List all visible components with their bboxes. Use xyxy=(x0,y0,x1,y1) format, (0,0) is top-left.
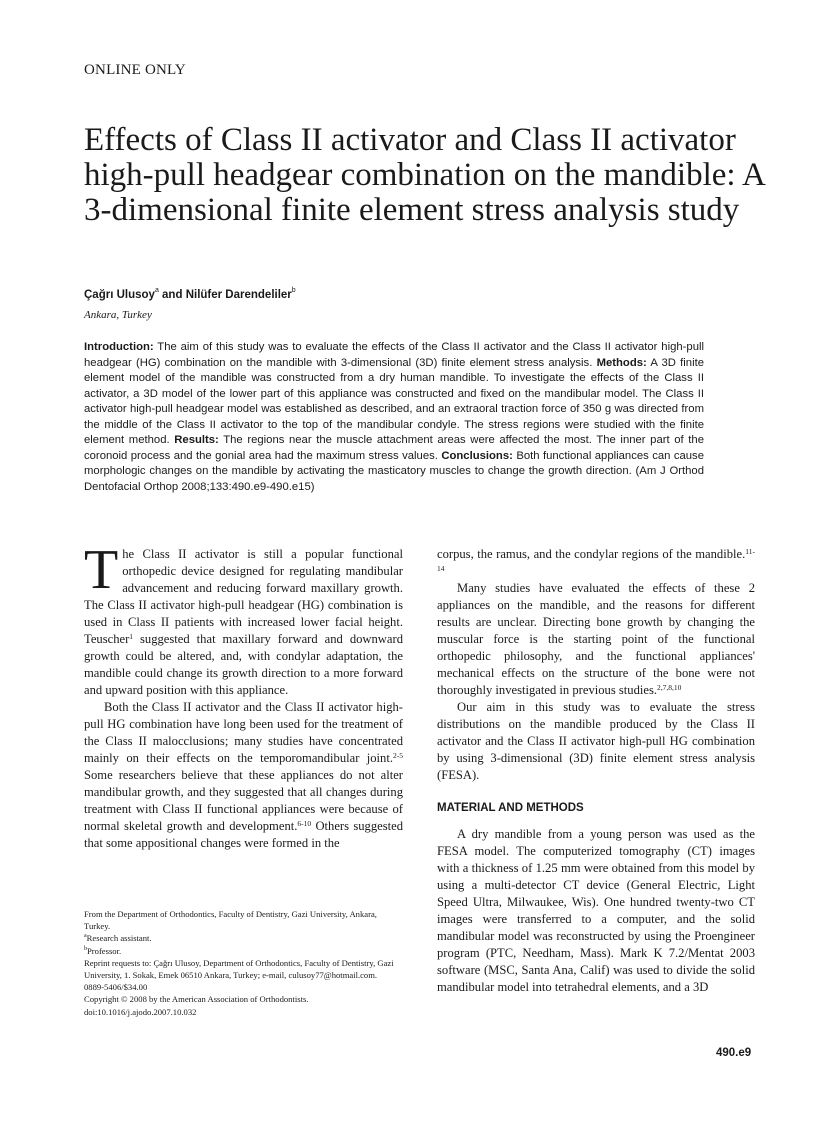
body-paragraph xyxy=(84,699,403,852)
author-1-affil-mark: a xyxy=(154,287,159,294)
paragraph-text: suggested that maxillary forward and downward growth could be altered, and, with condylar adaptation, the mandible could change its growth direction to a more forward and upward position with this appliance. xyxy=(84,632,403,697)
abstract-conclusions-text: Both functional appliances can cause morphologic changes on the mandible by activating the masticatory muscles to change the growth direction. (Am J Orthod Dentofacial Orthop 2008;133:490.e9-490.e15) xyxy=(84,449,704,493)
reference-mark: 2,7,8,10 xyxy=(657,683,682,692)
footnote-copyright: Copyright © 2008 by the American Association of Orthodontists. xyxy=(84,994,309,1005)
abstract xyxy=(84,340,704,495)
body-paragraph: Our aim in this study was to evaluate the stress distributions on the mandible produced by the Class II activator and the Class II activator high-pull HG combination by using 3-dimensional (3D) finite element stress analysis (FESA). xyxy=(437,700,755,782)
footnote-mark: b xyxy=(84,945,87,952)
author-1-name: Çağrı Ulusoy xyxy=(84,289,155,301)
footnote-b xyxy=(84,945,404,957)
section-label: ONLINE ONLY xyxy=(84,62,186,78)
abstract-results-label: Results: xyxy=(174,434,219,446)
footnote-doi: doi:10.1016/j.ajodo.2007.10.032 xyxy=(84,1006,197,1017)
body-paragraph xyxy=(437,580,755,699)
reference-mark: 11-14 xyxy=(437,547,755,573)
author-2-name: Nilüfer Darendeliler xyxy=(185,289,292,301)
abstract-conclusions-label: Conclusions: xyxy=(441,449,513,462)
article-title: Effects of Class II activator and Class II activator high-pull headgear combination on the mandible: A 3-dimensional finite element stress analysis study xyxy=(84,122,765,228)
footnote-price: 0889-5406/$34.00 xyxy=(84,982,148,993)
affiliation: Ankara, Turkey xyxy=(84,309,152,321)
abstract-intro-text: The aim of this study was to evaluate the effects of the Class II activator and the Class II activator high-pull headgear (HG) combination on the mandible with 3-dimensional (3D) finite element stress analysis. xyxy=(84,341,704,369)
author-line xyxy=(84,289,296,301)
paragraph-text: Others suggested that some appositional changes were formed in the xyxy=(84,819,403,850)
reference-mark: 2-5 xyxy=(393,751,403,760)
paragraph-text: Many studies have evaluated the effects of these 2 appliances on the mandible, and the reasons for different results are unclear. Directing bone growth by changing the muscular force is the starting point of the functional orthopedic philosophy, and the functional appliances' mechanical effects on the structure of the bone were not thoroughly investigated in previous studies. xyxy=(437,581,755,697)
page-number: 490.e9 xyxy=(716,1047,752,1059)
body-paragraph xyxy=(84,539,403,699)
footnote-department: From the Department of Orthodontics, Faculty of Dentistry, Gazi University, Ankara, Turkey. xyxy=(84,909,377,932)
footnote-text: Research assistant. xyxy=(86,933,152,944)
author-2-affil-mark: b xyxy=(291,287,296,294)
paragraph-text: Some researchers believe that these appliances do not alter mandibular growth, and they suggested that all changes during treatment with Class II functional appliances were because of normal skeletal growth and development. xyxy=(84,768,403,833)
body-column-left xyxy=(84,539,403,852)
reference-mark: 1 xyxy=(129,632,134,641)
footnotes xyxy=(84,908,404,1018)
abstract-intro-label: Introduction: xyxy=(84,341,154,353)
footnote-a xyxy=(84,932,404,944)
paragraph-text: he Class II activator is still a popular functional orthopedic device designed for regulating mandibular advancement and reducing forward maxillary growth. The Class II activator high-pull headgear (HG) combination is used in Class II patients with increased lower facial height. Teuscher xyxy=(84,547,403,646)
reference-mark: 6-10 xyxy=(297,819,312,828)
footnote-mark: a xyxy=(84,933,87,940)
author-connector: and xyxy=(158,289,186,301)
drop-cap: T xyxy=(84,539,119,601)
paragraph-text: corpus, the ramus, and the condylar regions of the mandible. xyxy=(437,547,746,561)
body-paragraph: A dry mandible from a young person was used as the FESA model. The computerized tomography (CT) images with a thickness of 1.25 mm were obtained from this model by using a multi-detector CT device (General Electric, Light Speed Ultra, Milwaukee, Wis). One hundred twenty-two CT images were transferred to a computer, and the solid mandibular model was reconstructed by using the Proengineer program (PTC, Needham, Mass). Mark K 7.2/Mentat 2003 software (MSC, Santa Ana, Calif) was used to divide the solid mandibular model into tetrahedral elements, and a 3D xyxy=(437,827,755,994)
body-paragraph xyxy=(437,546,755,580)
abstract-methods-label: Methods: xyxy=(596,356,647,369)
body-column-right xyxy=(437,546,755,996)
abstract-methods-text: A 3D finite element model of the mandible was constructed from a dry human mandible. To investigate the effects of the Class II activator, a 3D model of the lower part of this appliance was constructed and fixed on the mandibular model. The Class II activator high-pull headgear model was established as described, and an extraoral traction force of 350 g was directed from the middle of the Class II activator to the top of the mandibular condyle. The stress regions were studied with the finite element method. xyxy=(84,356,705,446)
paragraph-text: Both the Class II activator and the Class II activator high-pull HG combination have long been used for the treatment of the Class II malocclusions; many studies have concentrated mainly on their effects on the temporomandibular joint. xyxy=(84,700,403,765)
footnote-text: Professor. xyxy=(87,945,122,956)
footnote-reprint: Reprint requests to: Çağrı Ulusoy, Department of Orthodontics, Faculty of Dentistry, Gazi University, 1. Sokak, Emek 06510 Ankara, Turkey; e-mail, culusoy77@hotmail.com. xyxy=(84,957,394,981)
abstract-results-text: The regions near the muscle attachment areas were affected the most. The inner part of the coronoid process and the gonial area had the maximum stress values. xyxy=(84,434,704,462)
section-heading: MATERIAL AND METHODS xyxy=(437,802,584,814)
